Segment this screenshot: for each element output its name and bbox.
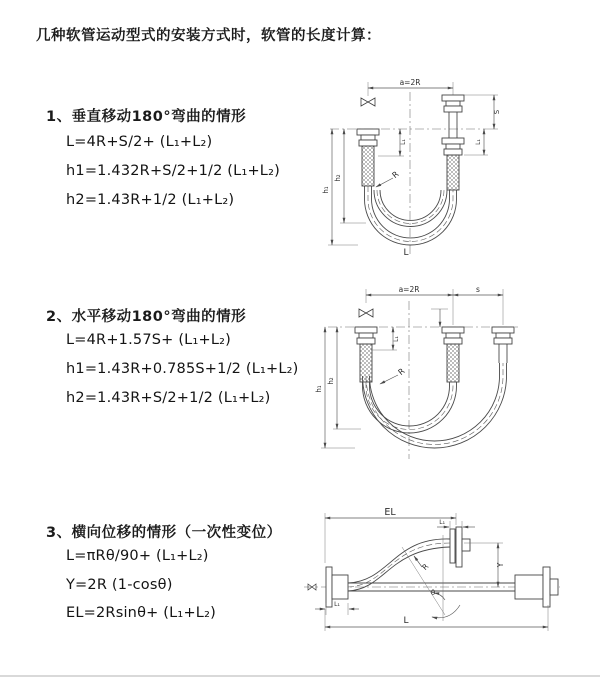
label-r: R xyxy=(396,366,407,377)
label-theta: θ xyxy=(430,589,436,597)
label-h1: h₁ xyxy=(315,385,323,393)
section-3-heading: 3、横向位移的情形（一次性变位） xyxy=(46,525,282,541)
valve-icon xyxy=(361,98,375,106)
dim-l1-right xyxy=(464,129,488,155)
radius-leader xyxy=(376,169,401,187)
section-2-formula-h1: h1=1.43R+0.785S+1/2 (L₁+L₂) xyxy=(66,361,299,377)
left-fitting xyxy=(355,327,377,382)
right-fitting-displaced xyxy=(492,327,514,363)
label-l1-bottom: L₁ xyxy=(334,601,340,608)
label-s: S xyxy=(493,109,501,115)
right-fitting-raised xyxy=(442,95,464,138)
left-fitting xyxy=(357,129,379,186)
dim-h1 xyxy=(315,327,355,448)
right-fitting-lower xyxy=(442,138,464,190)
label-l1: L₁ xyxy=(393,336,400,342)
hose-original-position xyxy=(363,382,457,433)
label-el: EL xyxy=(384,507,396,518)
label-s: s xyxy=(476,285,480,294)
section-3-formula-Y: Y=2R (1-cosθ) xyxy=(66,577,173,593)
diagram-horizontal-180-bend xyxy=(303,281,595,467)
section-1-formula-L: L=4R+S/2+ (L₁+L₂) xyxy=(66,134,213,150)
section-2-heading: 2、水平移动180°弯曲的情形 xyxy=(46,309,247,325)
valve-icon xyxy=(359,309,373,317)
label-l: L xyxy=(403,248,409,258)
label-a2r: a=2R xyxy=(398,285,420,294)
label-l1-left: L₁ xyxy=(400,139,407,145)
dim-l1-left xyxy=(378,129,407,156)
dim-span xyxy=(368,78,453,96)
label-h2: h₂ xyxy=(334,174,342,182)
hose-lower-position xyxy=(365,186,457,245)
label-l: L xyxy=(403,616,409,626)
centerlines xyxy=(330,92,486,256)
dim-l1-bottom xyxy=(315,601,359,615)
label-r: R xyxy=(420,561,431,572)
diagram-lateral-displacement xyxy=(298,505,600,657)
dim-tick-middle xyxy=(431,309,448,327)
section-1-heading: 1、垂直移动180°弯曲的情形 xyxy=(46,109,247,125)
page-title: 几种软管运动型式的安装方式时，软管的长度计算： xyxy=(36,28,381,44)
label-h1: h₁ xyxy=(322,186,330,194)
section-3-formula-L: L=πRθ/90+ (L₁+L₂) xyxy=(66,548,209,564)
section-1-formula-h1: h1=1.432R+S/2+1/2 (L₁+L₂) xyxy=(66,163,280,179)
hose-raised-position xyxy=(374,190,447,227)
section-2-formula-L: L=4R+1.57S+ (L₁+L₂) xyxy=(66,332,231,348)
hose-displaced-position xyxy=(363,363,507,448)
dim-s xyxy=(464,95,501,129)
label-l1-right: L₁ xyxy=(475,139,482,145)
label-h2: h₂ xyxy=(327,377,335,385)
dim-h2 xyxy=(327,327,361,429)
centerlines xyxy=(328,301,518,459)
middle-fitting-original xyxy=(442,327,464,382)
dim-s xyxy=(453,285,503,295)
label-l1-top: L₁ xyxy=(439,519,445,526)
dim-span xyxy=(366,285,503,325)
radius-leader xyxy=(380,366,407,384)
dim-el xyxy=(325,507,456,563)
label-a2r: a=2R xyxy=(399,78,421,87)
label-y: Y xyxy=(496,562,505,568)
upper-flange xyxy=(450,527,470,567)
section-2-formula-h2: h2=1.43R+S/2+1/2 (L₁+L₂) xyxy=(66,390,271,406)
label-r: R xyxy=(390,169,401,180)
dim-h1 xyxy=(322,129,358,245)
section-3-formula-EL: EL=2Rsinθ+ (L₁+L₂) xyxy=(66,605,216,621)
section-1-formula-h2: h2=1.43R+1/2 (L₁+L₂) xyxy=(66,192,235,208)
diagram-vertical-180-bend xyxy=(308,72,593,262)
